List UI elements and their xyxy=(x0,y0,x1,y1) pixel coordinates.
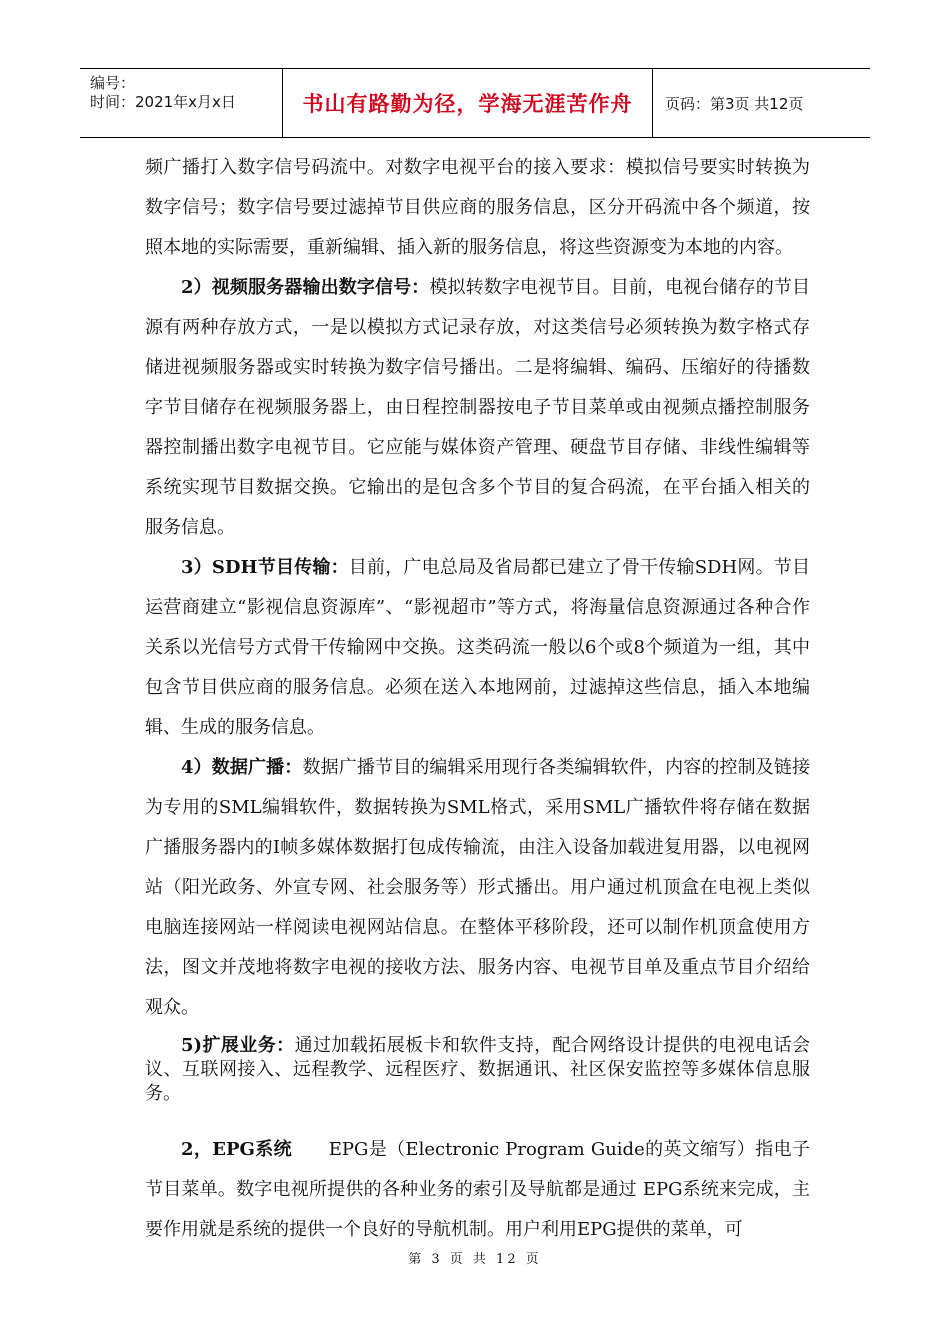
paragraph-video-server xyxy=(145,268,810,548)
page-footer: 第 3 页 共 12 页 xyxy=(408,1252,542,1267)
header-motto-cell xyxy=(283,69,653,137)
header-meta xyxy=(80,69,283,137)
header-motto: 书山有路勤为径，学海无涯苦作舟 xyxy=(302,92,633,116)
document-time-label: 时间：2021年x月x日 xyxy=(90,93,236,111)
paragraph-text: 数据广播节目的编辑采用现行各类编辑软件，内容的控制及链接为专用的SML编辑软件，数据转换为SML格式，采用SML广播软件将存储在数据广播服务器内的I帧多媒体数据打包成传输流，由注入设备加载进复用器，以电视网站（阳光政务、外宣专网、社会服务等）形式播出。用户通过机顶盒在电视上类似电脑连接网站一样阅读电视网站信息。在整体平移阶段，还可以制作机顶盒使用方法，图文并茂地将数字电视的接收方法、服务内容、电视节目单及重点节目介绍给观众。 xyxy=(145,757,810,1018)
paragraph-heading: 2，EPG系统 xyxy=(181,1139,292,1160)
paragraph-extended-services xyxy=(145,1034,810,1106)
paragraph-text: 目前，广电总局及省局都已建立了骨干传输SDH网。节目运营商建立“影视信息资源库”、“影视超市”等方式，将海量信息资源通过各种合作关系以光信号方式骨干传输网中交换。这类码流一般以6个或8个频道为一组，其中包含节目供应商的服务信息。必须在送入本地网前，过滤掉这些信息，插入本地编辑、生成的服务信息。 xyxy=(145,557,810,738)
paragraph-heading: 5)扩展业务： xyxy=(181,1035,295,1056)
paragraph-sdh-transmission xyxy=(145,548,810,748)
paragraph-intro: 频广播打入数字信号码流中。对数字电视平台的接入要求：模拟信号要实时转换为数字信号；数字信号要过滤掉节目供应商的服务信息，区分开码流中各个频道，按照本地的实际需要，重新编辑、插入新的服务信息，将这些资源变为本地的内容。 xyxy=(145,157,810,258)
page-header xyxy=(80,68,870,138)
paragraph-heading: 2）视频服务器输出数字信号： xyxy=(181,277,430,298)
document-body xyxy=(145,148,810,1250)
paragraph-text: 模拟转数字电视节目。目前，电视台储存的节目源有两种存放方式，一是以模拟方式记录存放，对这类信号必须转换为数字格式存储进视频服务器或实时转换为数字信号播出。二是将编辑、编码、压缩好的待播数字节目储存在视频服务器上，由日程控制器按电子节目菜单或由视频点播控制服务器控制播出数字电视节目。它应能与媒体资产管理、硬盘节目存储、非线性编辑等系统实现节目数据交换。它输出的是包含多个节目的复合码流，在平台插入相关的服务信息。 xyxy=(145,277,811,538)
paragraph-text: EPG是（Electronic Program Guide的英文缩写）指电子节目菜单。数字电视所提供的各种业务的索引及导航都是通过 EPG系统来完成，主要作用就是系统的提供一个良好的导航机制。用户利用EPG提供的菜单，可 xyxy=(145,1139,810,1240)
paragraph-heading: 3）SDH节目传输： xyxy=(181,557,349,578)
paragraph-epg-system xyxy=(145,1130,810,1250)
paragraph-data-broadcast xyxy=(145,748,810,1028)
paragraph-text: 通过加载拓展板卡和软件支持，配合网络设计提供的电视电话会议、互联网接入、远程教学、远程医疗、数据通讯、社区保安监控等多媒体信息服务。 xyxy=(145,1035,810,1104)
header-page-info: 页码：第3页 共12页 xyxy=(665,94,804,113)
paragraph-heading: 4）数据广播： xyxy=(181,757,303,778)
document-number-label: 编号： xyxy=(90,74,136,92)
